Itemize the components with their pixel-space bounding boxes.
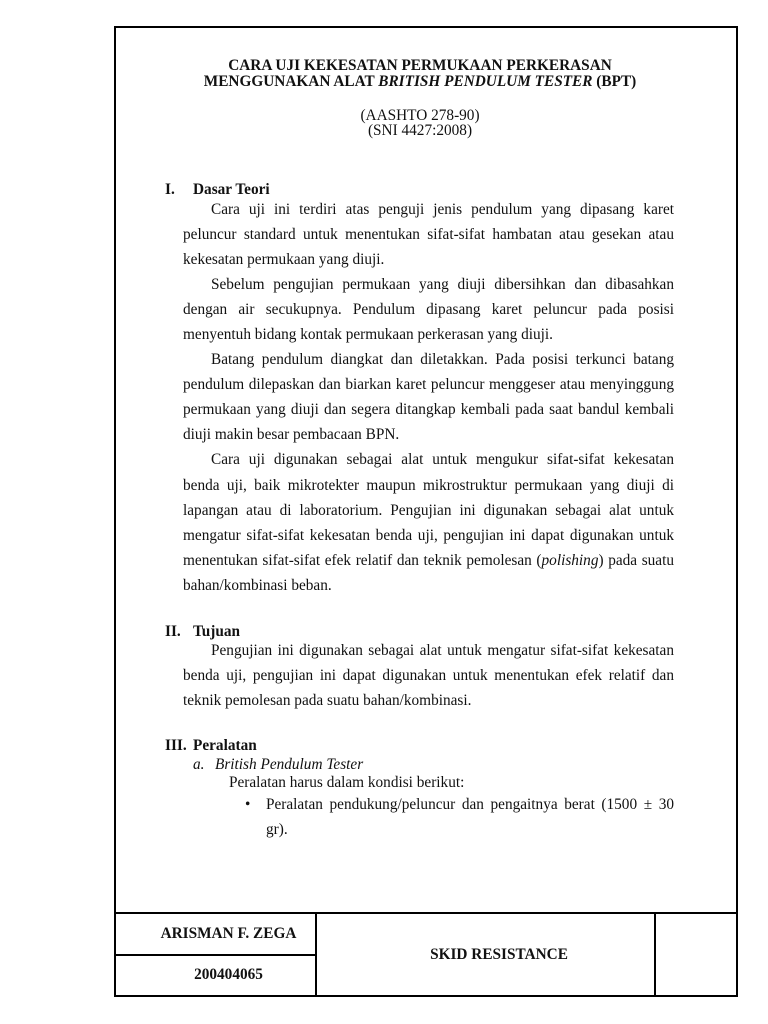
standard-sni: (SNI 4427:2008) [367, 122, 473, 139]
italic-term-polishing: polishing [541, 551, 599, 569]
paragraph-line: Pengujian ini digunakan sebagai alat untuk mengatur sifat-sifat kekesatan [211, 642, 674, 659]
section-body-tujuan [183, 638, 674, 713]
paragraph-line: bahan/kombinasi beban. [183, 576, 332, 594]
paragraph-line: Batang pendulum diangkat dan diletakkan. Pada posisi terkunci batang [211, 351, 674, 369]
section-number: III. [165, 737, 187, 754]
paragraph-line: pendulum dilepaskan dan biarkan karet peluncur menggeser atau menyinggung [183, 376, 674, 394]
student-id-cell [142, 955, 315, 995]
bullet-text [266, 792, 674, 842]
footer-table [114, 912, 738, 997]
item-title: British Pendulum Tester [215, 756, 364, 773]
paragraph-line: menyentuh bidang kontak permukaan perkerasan yang diuji. [183, 325, 553, 343]
title-line-1: CARA UJI KEKESATAN PERMUKAAN PERKERASAN [228, 57, 612, 74]
paragraph-line: diuji makin besar pembacaan BPN. [183, 426, 400, 444]
section-number: I. [165, 181, 175, 198]
title-line-2-end: (BPT) [596, 73, 637, 90]
paragraph-line: teknik pemolesan pada suatu bahan/kombinasi. [183, 692, 472, 710]
blank-cell [656, 914, 736, 995]
paragraph-line: mengatur sifat-sifat kekesatan benda uji, pengujian ini dapat digunakan untuk [183, 526, 674, 544]
author-name: ARISMAN F. ZEGA [160, 925, 297, 942]
test-title-cell [344, 914, 654, 995]
student-id: 200404065 [194, 966, 263, 983]
paragraph-line: Sebelum pengujian permukaan yang diuji dibersihkan dan dibasahkan [211, 275, 674, 293]
paragraph-line: benda uji, baik mikrotekter maupun mikrostruktur permukaan yang diuji di [183, 476, 674, 494]
document-title [165, 58, 675, 90]
line-segment: menentukan sifat-sifat efek relatif dan teknik pemolesan ( [183, 551, 542, 569]
title-line-2-start: MENGGUNAKAN ALAT [203, 73, 375, 90]
paragraph-line: peluncur standard untuk menentukan sifat-sifat hambatan atau gesekan atau [183, 225, 674, 243]
section-heading-label: Peralatan [193, 737, 257, 754]
paragraph-line: lapangan atau di laboratorium. Pengujian ini digunakan sebagai alat untuk [183, 501, 674, 519]
bullet-marker: • [245, 796, 251, 813]
section-heading-label: Dasar Teori [193, 181, 270, 198]
test-title: SKID RESISTANCE [430, 945, 568, 963]
bullet-item [245, 792, 674, 842]
paragraph-line: Cara uji digunakan sebagai alat untuk mengukur sifat-sifat kekesatan [211, 451, 674, 469]
line-segment: ) pada suatu [598, 551, 674, 569]
standards-reference [165, 108, 675, 138]
paragraph-line: dengan air secukupnya. Pendulum dipasang karet peluncur pada posisi [183, 300, 674, 318]
bullet-line: Peralatan pendukung/peluncur dan pengaitnya berat (1500 ± 30 [266, 796, 674, 813]
section-number: II. [165, 623, 181, 640]
item-marker: a. [193, 756, 205, 773]
author-name-cell [142, 914, 315, 954]
paragraph-line: permukaan yang diuji dan segera ditangkap kembali pada saat bandul kembali [183, 401, 674, 419]
paragraph-line: kekesatan permukaan yang diuji. [183, 250, 385, 268]
title-line-2-italic: BRITISH PENDULUM TESTER [378, 73, 593, 90]
standard-aashto: (AASHTO 278-90) [360, 107, 480, 124]
equipment-item-intro: Peralatan harus dalam kondisi berikut: [229, 774, 465, 791]
section-body-dasar-teori [183, 197, 674, 599]
paragraph-line: benda uji, pengujian ini dapat digunakan untuk menentukan efek relatif dan [183, 667, 674, 685]
paragraph-line [183, 548, 674, 573]
bullet-line: gr). [266, 821, 288, 838]
title-line-2 [165, 74, 675, 90]
paragraph-line: Cara uji ini terdiri atas penguji jenis pendulum yang dipasang karet [211, 200, 674, 218]
section-heading-label: Tujuan [193, 623, 241, 640]
